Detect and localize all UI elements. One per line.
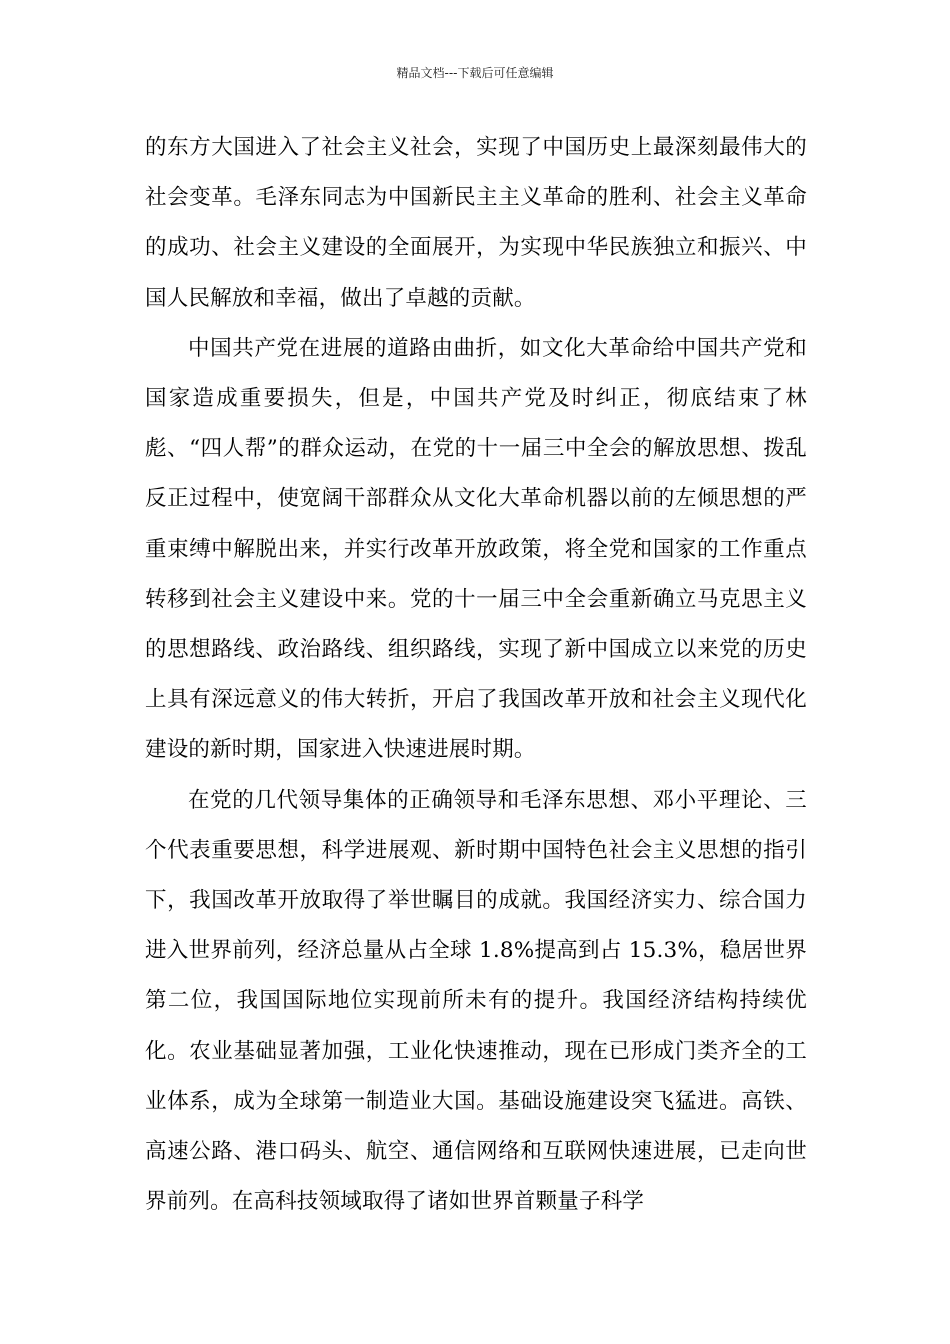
- page-header: 精品文档---下载后可任意编辑: [396, 66, 554, 80]
- document-body: [145, 123, 807, 1227]
- paragraph-reform-achievements: 在党的几代领导集体的正确领导和毛泽东思想、邓小平理论、三个代表重要思想，科学进展观、新时期中国特色社会主义思想的指引下，我国改革开放取得了举世瞩目的成就。我国经济实力、综合国力进入世界前列，经济总量从占全球 1.8%提高到占 15.3%，稳居世界第二位，我国国际地位实现前所未有的提升。我国经济结构持续优化。农业基础显著加强，工业化快速推动，现在已形成门类齐全的工业体系，成为全球第一制造业大国。基础设施建设突飞猛进。高铁、高速公路、港口码头、航空、通信网络和互联网快速进展，已走向世界前列。在高科技领域取得了诸如世界首颗量子科学: [145, 787, 807, 1215]
- paragraph-continuation: 的东方大国进入了社会主义社会，实现了中国历史上最深刻最伟大的社会变革。毛泽东同志为中国新民主主义革命的胜利、社会主义革命的成功、社会主义建设的全面展开，为实现中华民族独立和振兴、中国人民解放和幸福，做出了卓越的贡献。: [145, 135, 807, 311]
- paragraph-party-development: 中国共产党在进展的道路由曲折，如文化大革命给中国共产党和国家造成重要损失，但是，中国共产党及时纠正，彻底结束了林彪、“四人帮”的群众运动，在党的十一届三中全会的解放思想、拨乱反正过程中，使宽阔干部群众从文化大革命机器以前的左倾思想的严重束缚中解脱出来，并实行改革开放政策，将全党和国家的工作重点转移到社会主义建设中来。党的十一届三中全会重新确立马克思主义的思想路线、政治路线、组织路线，实现了新中国成立以来党的历史上具有深远意义的伟大转折，开启了我国改革开放和社会主义现代化建设的新时期，国家进入快速进展时期。: [145, 335, 807, 763]
